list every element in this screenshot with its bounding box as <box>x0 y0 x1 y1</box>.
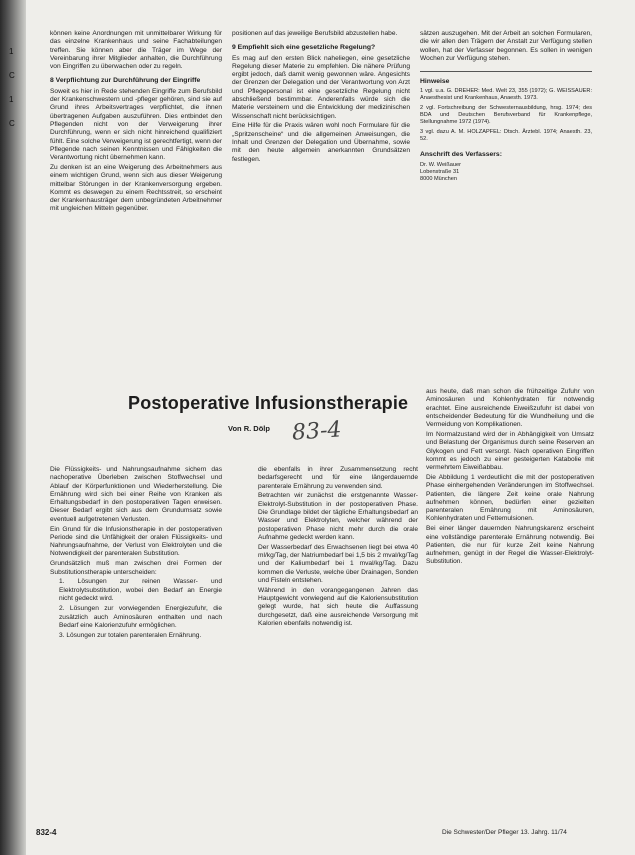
paragraph: Es mag auf den ersten Blick naheliegen, eine gesetzliche Regelung dieser Materie zu empfehlen. Die nähere Prüfung ergibt jedoch, daß damit wenig gewonnen wäre. Angesichts der Grenzen der Delegation und der Verantwortung von Arzt und Pflegepersonal ist eine gesetzliche Regelung nicht abschließend bestimmbar. Anderenfalls würde sich die Materie versteinern und die Entwicklung der medizinischen Wissenschaft nicht berücksichtigen. <box>232 54 410 120</box>
journal-footer: Die Schwester/Der Pfleger 13. Jahrg. 11/74 <box>442 829 567 836</box>
paragraph: aus heute, daß man schon die frühzeitige Zufuhr von Aminosäuren und Kohlenhydraten für notwendig erachtet. Eine ausreichende Eiweißzufuhr ist dabei von entscheidender Bedeutung für die Wundheilung und die Vermeidung von Komplikationen. <box>426 388 594 429</box>
article-author: Von R. Dölp <box>228 424 270 433</box>
reference-item: 2 vgl. Fortschreibung der Schwesternausbildung, hrsg. 1974; des BDA und Deutschen Berufsverband für Krankenpflege, Stellungnahme 1972 (1974). <box>420 105 592 126</box>
paragraph: Die Abbildung 1 verdeutlicht die mit der postoperativen Phase einhergehenden Veränderungen im Stoffwechsel. Patienten, die längere Zeit keine orale Nahrung aufnehmen können, bedürfen einer gezielten parenteralen Ernährung mit Aminosäuren, Kohlenhydraten und Fettemulsionen. <box>426 473 594 523</box>
lower-column-2 <box>258 466 418 630</box>
handwritten-annotation: 83-4 <box>291 417 343 446</box>
list-item: 3. Lösungen zur totalen parenteralen Ernährung. <box>59 632 202 640</box>
margin-mark: 1 <box>9 47 14 56</box>
list-item: 2. Lösungen zur vorwiegenden Energiezufuhr, die zusätzlich auch Aminosäuren enthalten und nach Bedarf eine Kalorienzufuhr ermöglichen. <box>59 605 222 629</box>
section-heading: 9 Empfiehlt sich eine gesetzliche Regelung? <box>232 44 376 52</box>
margin-mark: 1 <box>9 95 14 104</box>
page-number: 832-4 <box>36 828 57 837</box>
paragraph: Die Flüssigkeits- und Nahrungsaufnahme sichern das nachoperative Überleben zwischen Stoffwechsel und Ablauf der Körperfunktionen und Wiederherstellung. Die Ernährung wird sich bei einer Reihe von Kranken als Erhaltungsbedarf in den postoperativen Tagen erweisen. Dieser Bedarf ergibt sich aus dem Grundumsatz sowie eventuell aufgetretenen Verlusten. <box>50 466 222 523</box>
paragraph: können keine Anordnungen mit unmittelbarer Wirkung für das einzelne Krankenhaus und seine Fachabteilungen treffen. Sie können aber die Träger im Wege der Vereinbarung ihrer Mitglieder anhalten, die Durchführung von Eingriffen zu überwachen oder zu regeln. <box>50 30 222 71</box>
paragraph: Bei einer länger dauernden Nahrungskarenz erscheint eine vollständige parenterale Ernährung notwendig. Bei Patienten, die nur für kurze Zeit keine Nahrung aufnehmen, genügt in der Regel die Wasser-Elektrolyt-Substitution. <box>426 525 594 566</box>
paragraph: Grundsätzlich muß man zwischen drei Formen der Substitutionstherapie unterscheiden: <box>50 560 222 576</box>
paragraph: Betrachten wir zunächst die erstgenannte Wasser-Elektrolyt-Substitution in der postoperativen Phase. Die Grundlage bildet der tägliche Erhaltungsbedarf an Wasser und Elektrolyten, welcher während der postoperativen Phase nicht mehr durch die orale Aufnahme gedeckt werden kann. <box>258 492 418 541</box>
divider <box>420 71 592 72</box>
margin-mark: C <box>9 71 15 80</box>
lower-column-3 <box>426 388 594 568</box>
margin-mark: C <box>9 119 15 128</box>
paragraph: Zu denken ist an eine Weigerung des Arbeitnehmers aus einem wichtigen Grund, wenn sich aus dieser Weigerung mittelbar Störungen in der Krankenversorgung ergeben. Kommt es deswegen zu einem Rechtsstreit, so erscheint der Krankenhausträger dem unbegründeten Arbeitnehmer mit ungleichen Mitteln gegenüber. <box>50 163 222 213</box>
paragraph: Ein Grund für die Infusionstherapie in der postoperativen Periode sind die Unfähigkeit der oralen Flüssigkeits- und Nahrungsaufnahme, der Verlust von Elektrolyten und die Notwendigkeit der parenteralen Substitution. <box>50 525 222 558</box>
reference-item: 3 vgl. dazu A. M. HOLZAPFEL: Dtsch. Ärztebl. 1974; Anaesth. 23, 52. <box>420 129 592 143</box>
upper-column-1 <box>50 30 222 215</box>
paragraph: Während in den vorangegangenen Jahren das Hauptgewicht vorwiegend auf die Kaloriensubstitution gelegt wurde, hat sich heute die Auffassung durchgesetzt, daß eine ausreichende Versorgung mit Kalorien ebenfalls notwendig ist. <box>258 586 418 627</box>
list-item: 1. Lösungen zur reinen Wasser- und Elektrolytsubstitution, wobei den Bedarf an Energie nicht gedeckt wird. <box>59 578 222 602</box>
upper-column-3 <box>420 30 592 183</box>
reference-item: 1 vgl. u.a. G. DREHER: Med. Welt 23, 355 (1972); G. WEISSAUER: Anaesthesist und Krankenhaus, Anaesth. 1973. <box>420 88 592 102</box>
lower-column-1 <box>50 466 222 642</box>
paragraph: Der Wasserbedarf des Erwachsenen liegt bei etwa 40 ml/kg/Tag, der Natriumbedarf bei 1,5 bis 2 mval/kg/Tag und der Kaliumbedarf bei 1 mval/kg/Tag. Dazu kommen die Verluste, welche über Drainagen, Sonden und Fisteln entstehen. <box>258 543 418 584</box>
article-title: Postoperative Infusionstherapie <box>128 393 409 413</box>
paragraph: Im Normalzustand wird der in Abhängigkeit von Umsatz und Belastung der Organismus durch seine Reserven an Glykogen und Fett versorgt. Nach operativen Eingriffen kommt es jedoch zu einer gesteigerten Katabolie mit vermehrtem Eiweißabbau. <box>426 430 594 472</box>
author-address-label: Anschrift des Verfassers: <box>420 151 502 159</box>
section-heading: 8 Verpflichtung zur Durchführung der Eingriffe <box>50 77 201 85</box>
paragraph: Eine Hilfe für die Praxis wären wohl noch Formulare für die „Spritzenscheine“ und die allgemeinen Anweisungen, die Inhalt und Grenzen der Delegation und Übernahme, sowie mit den heute allgemein anerkannten Grundsätzen festlegen. <box>232 122 410 163</box>
upper-column-2 <box>232 30 410 165</box>
paragraph: positionen auf das jeweilige Berufsbild abzustellen habe. <box>232 30 398 37</box>
margin-marks <box>9 40 15 136</box>
solution-types-list <box>50 578 222 640</box>
paragraph: die ebenfalls in ihrer Zusammensetzung recht bedarfsgerecht und für eine längerdauernde parenterale Ernährung zu verwenden sind. <box>258 466 418 490</box>
paragraph: sätzen auszugehen. Mit der Arbeit an solchen Formularen, die wir allen den Trägern der Anstalt zur Verfügung stellen wollen, hat der Verfasser begonnen. Es sollen in wenigen Wochen zur Verfügung stehen. <box>420 30 592 62</box>
paragraph: Soweit es hier in Rede stehenden Eingriffe zum Berufsbild der Krankenschwestern und -pfleger gehören, sind sie auf Grund ihres Arbeitsvertrages verpflichtet, die ihnen übertragenen Aufgaben auszuführen. Dies entbindet den Pflegenden nicht von der Verweigerung ihrer Durchführung, wenn er sich nicht hinreichend qualifiziert fühlt. Eine solche Verweigerung ist gerechtfertigt, wenn der Pflegende nach seinen Kenntnissen und Fähigkeiten die Verantwortung nicht übernehmen kann. <box>50 87 222 162</box>
references-heading: Hinweise <box>420 78 450 86</box>
author-address: Dr. W. Weißauer Lobenstraße 31 8000 München <box>420 161 461 182</box>
